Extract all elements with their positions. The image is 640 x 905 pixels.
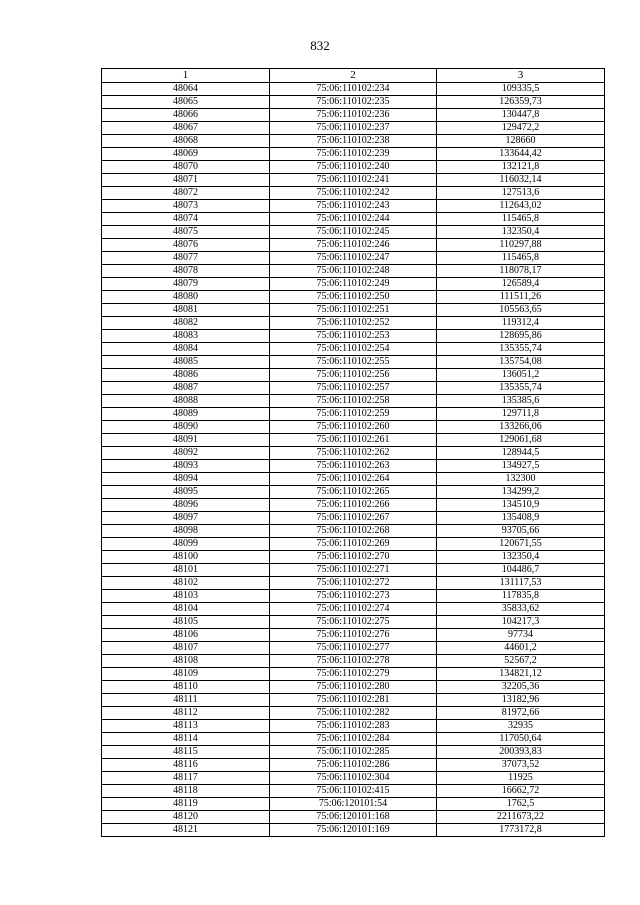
value-cell: 117835,8 — [437, 590, 605, 603]
row-number-cell: 48098 — [102, 525, 270, 538]
table-row — [102, 200, 605, 213]
cadastral-number-cell: 75:06:110102:239 — [270, 148, 437, 161]
cadastral-number-cell: 75:06:110102:251 — [270, 304, 437, 317]
table-row — [102, 174, 605, 187]
cadastral-number-cell: 75:06:110102:258 — [270, 395, 437, 408]
cadastral-number-cell: 75:06:110102:286 — [270, 759, 437, 772]
table-row — [102, 239, 605, 252]
cadastral-number-cell: 75:06:110102:265 — [270, 486, 437, 499]
table-row — [102, 525, 605, 538]
row-number-cell: 48083 — [102, 330, 270, 343]
table-row — [102, 213, 605, 226]
cadastral-number-cell: 75:06:110102:245 — [270, 226, 437, 239]
row-number-cell: 48068 — [102, 135, 270, 148]
row-number-cell: 48104 — [102, 603, 270, 616]
row-number-cell: 48091 — [102, 434, 270, 447]
row-number-cell: 48064 — [102, 83, 270, 96]
value-cell: 37073,52 — [437, 759, 605, 772]
row-number-cell: 48089 — [102, 408, 270, 421]
value-cell: 93705,66 — [437, 525, 605, 538]
cadastral-number-cell: 75:06:110102:271 — [270, 564, 437, 577]
value-cell: 111511,26 — [437, 291, 605, 304]
row-number-cell: 48076 — [102, 239, 270, 252]
value-cell: 135355,74 — [437, 382, 605, 395]
cadastral-number-cell: 75:06:110102:249 — [270, 278, 437, 291]
table-row — [102, 759, 605, 772]
table-row — [102, 642, 605, 655]
value-cell: 128660 — [437, 135, 605, 148]
value-cell: 35833,62 — [437, 603, 605, 616]
table-row — [102, 577, 605, 590]
table-row — [102, 629, 605, 642]
value-cell: 116032,14 — [437, 174, 605, 187]
cadastral-number-cell: 75:06:110102:415 — [270, 785, 437, 798]
table-row — [102, 499, 605, 512]
value-cell: 132350,4 — [437, 226, 605, 239]
row-number-cell: 48078 — [102, 265, 270, 278]
table-row — [102, 746, 605, 759]
page-number: 832 — [310, 38, 330, 53]
cadastral-number-cell: 75:06:120101:54 — [270, 798, 437, 811]
table-row — [102, 460, 605, 473]
value-cell: 115465,8 — [437, 252, 605, 265]
row-number-cell: 48108 — [102, 655, 270, 668]
row-number-cell: 48119 — [102, 798, 270, 811]
cadastral-number-cell: 75:06:110102:274 — [270, 603, 437, 616]
column-header-1: 1 — [102, 69, 270, 83]
cadastral-number-cell: 75:06:110102:252 — [270, 317, 437, 330]
cadastral-number-cell: 75:06:110102:250 — [270, 291, 437, 304]
cadastral-number-cell: 75:06:110102:281 — [270, 694, 437, 707]
value-cell: 136051,2 — [437, 369, 605, 382]
cadastral-number-cell: 75:06:110102:282 — [270, 707, 437, 720]
row-number-cell: 48096 — [102, 499, 270, 512]
table-row — [102, 486, 605, 499]
row-number-cell: 48109 — [102, 668, 270, 681]
cadastral-number-cell: 75:06:110102:275 — [270, 616, 437, 629]
cadastral-number-cell: 75:06:110102:234 — [270, 83, 437, 96]
row-number-cell: 48071 — [102, 174, 270, 187]
row-number-cell: 48066 — [102, 109, 270, 122]
row-number-cell: 48112 — [102, 707, 270, 720]
cadastral-number-cell: 75:06:110102:236 — [270, 109, 437, 122]
table-body — [102, 83, 605, 837]
row-number-cell: 48094 — [102, 473, 270, 486]
cadastral-number-cell: 75:06:110102:267 — [270, 512, 437, 525]
row-number-cell: 48073 — [102, 200, 270, 213]
value-cell: 135385,6 — [437, 395, 605, 408]
row-number-cell: 48106 — [102, 629, 270, 642]
table-row — [102, 148, 605, 161]
value-cell: 16662,72 — [437, 785, 605, 798]
cadastral-number-cell: 75:06:110102:264 — [270, 473, 437, 486]
value-cell: 134299,2 — [437, 486, 605, 499]
cadastral-number-cell: 75:06:110102:279 — [270, 668, 437, 681]
value-cell: 118078,17 — [437, 265, 605, 278]
table-row — [102, 694, 605, 707]
cadastral-number-cell: 75:06:110102:244 — [270, 213, 437, 226]
table-row — [102, 564, 605, 577]
row-number-cell: 48117 — [102, 772, 270, 785]
row-number-cell: 48115 — [102, 746, 270, 759]
value-cell: 132121,8 — [437, 161, 605, 174]
cadastral-number-cell: 75:06:110102:241 — [270, 174, 437, 187]
cadastral-number-cell: 75:06:110102:277 — [270, 642, 437, 655]
table-row — [102, 590, 605, 603]
table-row — [102, 681, 605, 694]
value-cell: 105563,65 — [437, 304, 605, 317]
cadastral-number-cell: 75:06:110102:268 — [270, 525, 437, 538]
table-row — [102, 473, 605, 486]
cadastral-number-cell: 75:06:110102:280 — [270, 681, 437, 694]
value-cell: 109335,5 — [437, 83, 605, 96]
value-cell: 120671,55 — [437, 538, 605, 551]
value-cell: 133644,42 — [437, 148, 605, 161]
row-number-cell: 48086 — [102, 369, 270, 382]
cadastral-number-cell: 75:06:110102:266 — [270, 499, 437, 512]
cadastral-number-cell: 75:06:110102:283 — [270, 720, 437, 733]
cadastral-number-cell: 75:06:110102:253 — [270, 330, 437, 343]
row-number-cell: 48082 — [102, 317, 270, 330]
row-number-cell: 48118 — [102, 785, 270, 798]
cadastral-number-cell: 75:06:110102:272 — [270, 577, 437, 590]
row-number-cell: 48067 — [102, 122, 270, 135]
value-cell: 32935 — [437, 720, 605, 733]
table-row — [102, 291, 605, 304]
table-row — [102, 707, 605, 720]
value-cell: 32205,36 — [437, 681, 605, 694]
table-row — [102, 369, 605, 382]
value-cell: 13182,96 — [437, 694, 605, 707]
row-number-cell: 48072 — [102, 187, 270, 200]
table-row — [102, 317, 605, 330]
value-cell: 134821,12 — [437, 668, 605, 681]
value-cell: 117050,64 — [437, 733, 605, 746]
row-number-cell: 48111 — [102, 694, 270, 707]
value-cell: 110297,88 — [437, 239, 605, 252]
cadastral-number-cell: 75:06:110102:257 — [270, 382, 437, 395]
table-row — [102, 772, 605, 785]
column-header-3: 3 — [437, 69, 605, 83]
table-row — [102, 304, 605, 317]
cadastral-number-cell: 75:06:110102:263 — [270, 460, 437, 473]
row-number-cell: 48095 — [102, 486, 270, 499]
table-row — [102, 655, 605, 668]
table-row — [102, 811, 605, 824]
table-row — [102, 265, 605, 278]
table-row — [102, 226, 605, 239]
value-cell: 1773172,8 — [437, 824, 605, 837]
row-number-cell: 48121 — [102, 824, 270, 837]
row-number-cell: 48102 — [102, 577, 270, 590]
row-number-cell: 48114 — [102, 733, 270, 746]
row-number-cell: 48077 — [102, 252, 270, 265]
table-row — [102, 83, 605, 96]
table-row — [102, 785, 605, 798]
value-cell: 129711,8 — [437, 408, 605, 421]
value-cell: 134510,9 — [437, 499, 605, 512]
cadastral-number-cell: 75:06:110102:256 — [270, 369, 437, 382]
cadastral-number-cell: 75:06:110102:276 — [270, 629, 437, 642]
table-row — [102, 720, 605, 733]
table-row — [102, 824, 605, 837]
row-number-cell: 48103 — [102, 590, 270, 603]
table-row — [102, 668, 605, 681]
value-cell: 133266,06 — [437, 421, 605, 434]
row-number-cell: 48110 — [102, 681, 270, 694]
cadastral-number-cell: 75:06:110102:237 — [270, 122, 437, 135]
cadastral-number-cell: 75:06:110102:255 — [270, 356, 437, 369]
value-cell: 128944,5 — [437, 447, 605, 460]
cadastral-number-cell: 75:06:110102:240 — [270, 161, 437, 174]
table-row — [102, 421, 605, 434]
cadastral-number-cell: 75:06:110102:248 — [270, 265, 437, 278]
row-number-cell: 48088 — [102, 395, 270, 408]
table-row — [102, 278, 605, 291]
table-row — [102, 538, 605, 551]
cadastral-number-cell: 75:06:110102:254 — [270, 343, 437, 356]
value-cell: 200393,83 — [437, 746, 605, 759]
row-number-cell: 48092 — [102, 447, 270, 460]
value-cell: 126359,73 — [437, 96, 605, 109]
value-cell: 130447,8 — [437, 109, 605, 122]
value-cell: 135355,74 — [437, 343, 605, 356]
cadastral-number-cell: 75:06:110102:242 — [270, 187, 437, 200]
table-row — [102, 408, 605, 421]
table-row — [102, 96, 605, 109]
cadastral-number-cell: 75:06:110102:270 — [270, 551, 437, 564]
row-number-cell: 48079 — [102, 278, 270, 291]
row-number-cell: 48113 — [102, 720, 270, 733]
table-row — [102, 512, 605, 525]
row-number-cell: 48101 — [102, 564, 270, 577]
value-cell: 104217,3 — [437, 616, 605, 629]
cadastral-number-cell: 75:06:110102:246 — [270, 239, 437, 252]
value-cell: 11925 — [437, 772, 605, 785]
cadastral-number-cell: 75:06:110102:278 — [270, 655, 437, 668]
table-row — [102, 395, 605, 408]
value-cell: 2211673,22 — [437, 811, 605, 824]
row-number-cell: 48120 — [102, 811, 270, 824]
cadastral-number-cell: 75:06:110102:262 — [270, 447, 437, 460]
value-cell: 129061,68 — [437, 434, 605, 447]
value-cell: 135408,9 — [437, 512, 605, 525]
value-cell: 119312,4 — [437, 317, 605, 330]
cadastral-number-cell: 75:06:110102:238 — [270, 135, 437, 148]
value-cell: 112643,02 — [437, 200, 605, 213]
table-row — [102, 252, 605, 265]
row-number-cell: 48093 — [102, 460, 270, 473]
table-row — [102, 603, 605, 616]
table-row — [102, 733, 605, 746]
row-number-cell: 48070 — [102, 161, 270, 174]
value-cell: 132300 — [437, 473, 605, 486]
value-cell: 81972,66 — [437, 707, 605, 720]
table-header-row — [102, 69, 605, 83]
cadastral-number-cell: 75:06:120101:168 — [270, 811, 437, 824]
row-number-cell: 48116 — [102, 759, 270, 772]
table-row — [102, 187, 605, 200]
table-row — [102, 343, 605, 356]
table-row — [102, 798, 605, 811]
cadastral-number-cell: 75:06:110102:259 — [270, 408, 437, 421]
value-cell: 52567,2 — [437, 655, 605, 668]
value-cell: 115465,8 — [437, 213, 605, 226]
cadastral-number-cell: 75:06:110102:285 — [270, 746, 437, 759]
row-number-cell: 48105 — [102, 616, 270, 629]
row-number-cell: 48107 — [102, 642, 270, 655]
cadastral-number-cell: 75:06:120101:169 — [270, 824, 437, 837]
column-header-2: 2 — [270, 69, 437, 83]
row-number-cell: 48074 — [102, 213, 270, 226]
cadastral-number-cell: 75:06:110102:284 — [270, 733, 437, 746]
cadastral-number-cell: 75:06:110102:260 — [270, 421, 437, 434]
value-cell: 132350,4 — [437, 551, 605, 564]
value-cell: 1762,5 — [437, 798, 605, 811]
row-number-cell: 48100 — [102, 551, 270, 564]
cadastral-number-cell: 75:06:110102:235 — [270, 96, 437, 109]
table-row — [102, 356, 605, 369]
row-number-cell: 48069 — [102, 148, 270, 161]
row-number-cell: 48097 — [102, 512, 270, 525]
value-cell: 44601,2 — [437, 642, 605, 655]
value-cell: 128695,86 — [437, 330, 605, 343]
cadastral-number-cell: 75:06:110102:247 — [270, 252, 437, 265]
data-table — [101, 68, 605, 837]
row-number-cell: 48081 — [102, 304, 270, 317]
row-number-cell: 48065 — [102, 96, 270, 109]
row-number-cell: 48075 — [102, 226, 270, 239]
cadastral-number-cell: 75:06:110102:243 — [270, 200, 437, 213]
row-number-cell: 48084 — [102, 343, 270, 356]
table-row — [102, 447, 605, 460]
value-cell: 131117,53 — [437, 577, 605, 590]
row-number-cell: 48085 — [102, 356, 270, 369]
table-row — [102, 616, 605, 629]
value-cell: 135754,08 — [437, 356, 605, 369]
value-cell: 104486,7 — [437, 564, 605, 577]
cadastral-number-cell: 75:06:110102:273 — [270, 590, 437, 603]
row-number-cell: 48090 — [102, 421, 270, 434]
cadastral-number-cell: 75:06:110102:304 — [270, 772, 437, 785]
value-cell: 97734 — [437, 629, 605, 642]
value-cell: 127513,6 — [437, 187, 605, 200]
row-number-cell: 48080 — [102, 291, 270, 304]
cadastral-number-cell: 75:06:110102:269 — [270, 538, 437, 551]
value-cell: 134927,5 — [437, 460, 605, 473]
value-cell: 126589,4 — [437, 278, 605, 291]
value-cell: 129472,2 — [437, 122, 605, 135]
row-number-cell: 48087 — [102, 382, 270, 395]
cadastral-number-cell: 75:06:110102:261 — [270, 434, 437, 447]
table-row — [102, 434, 605, 447]
table-row — [102, 382, 605, 395]
row-number-cell: 48099 — [102, 538, 270, 551]
table-row — [102, 161, 605, 174]
table-row — [102, 330, 605, 343]
table-row — [102, 109, 605, 122]
table-row — [102, 122, 605, 135]
table-row — [102, 135, 605, 148]
table-row — [102, 551, 605, 564]
